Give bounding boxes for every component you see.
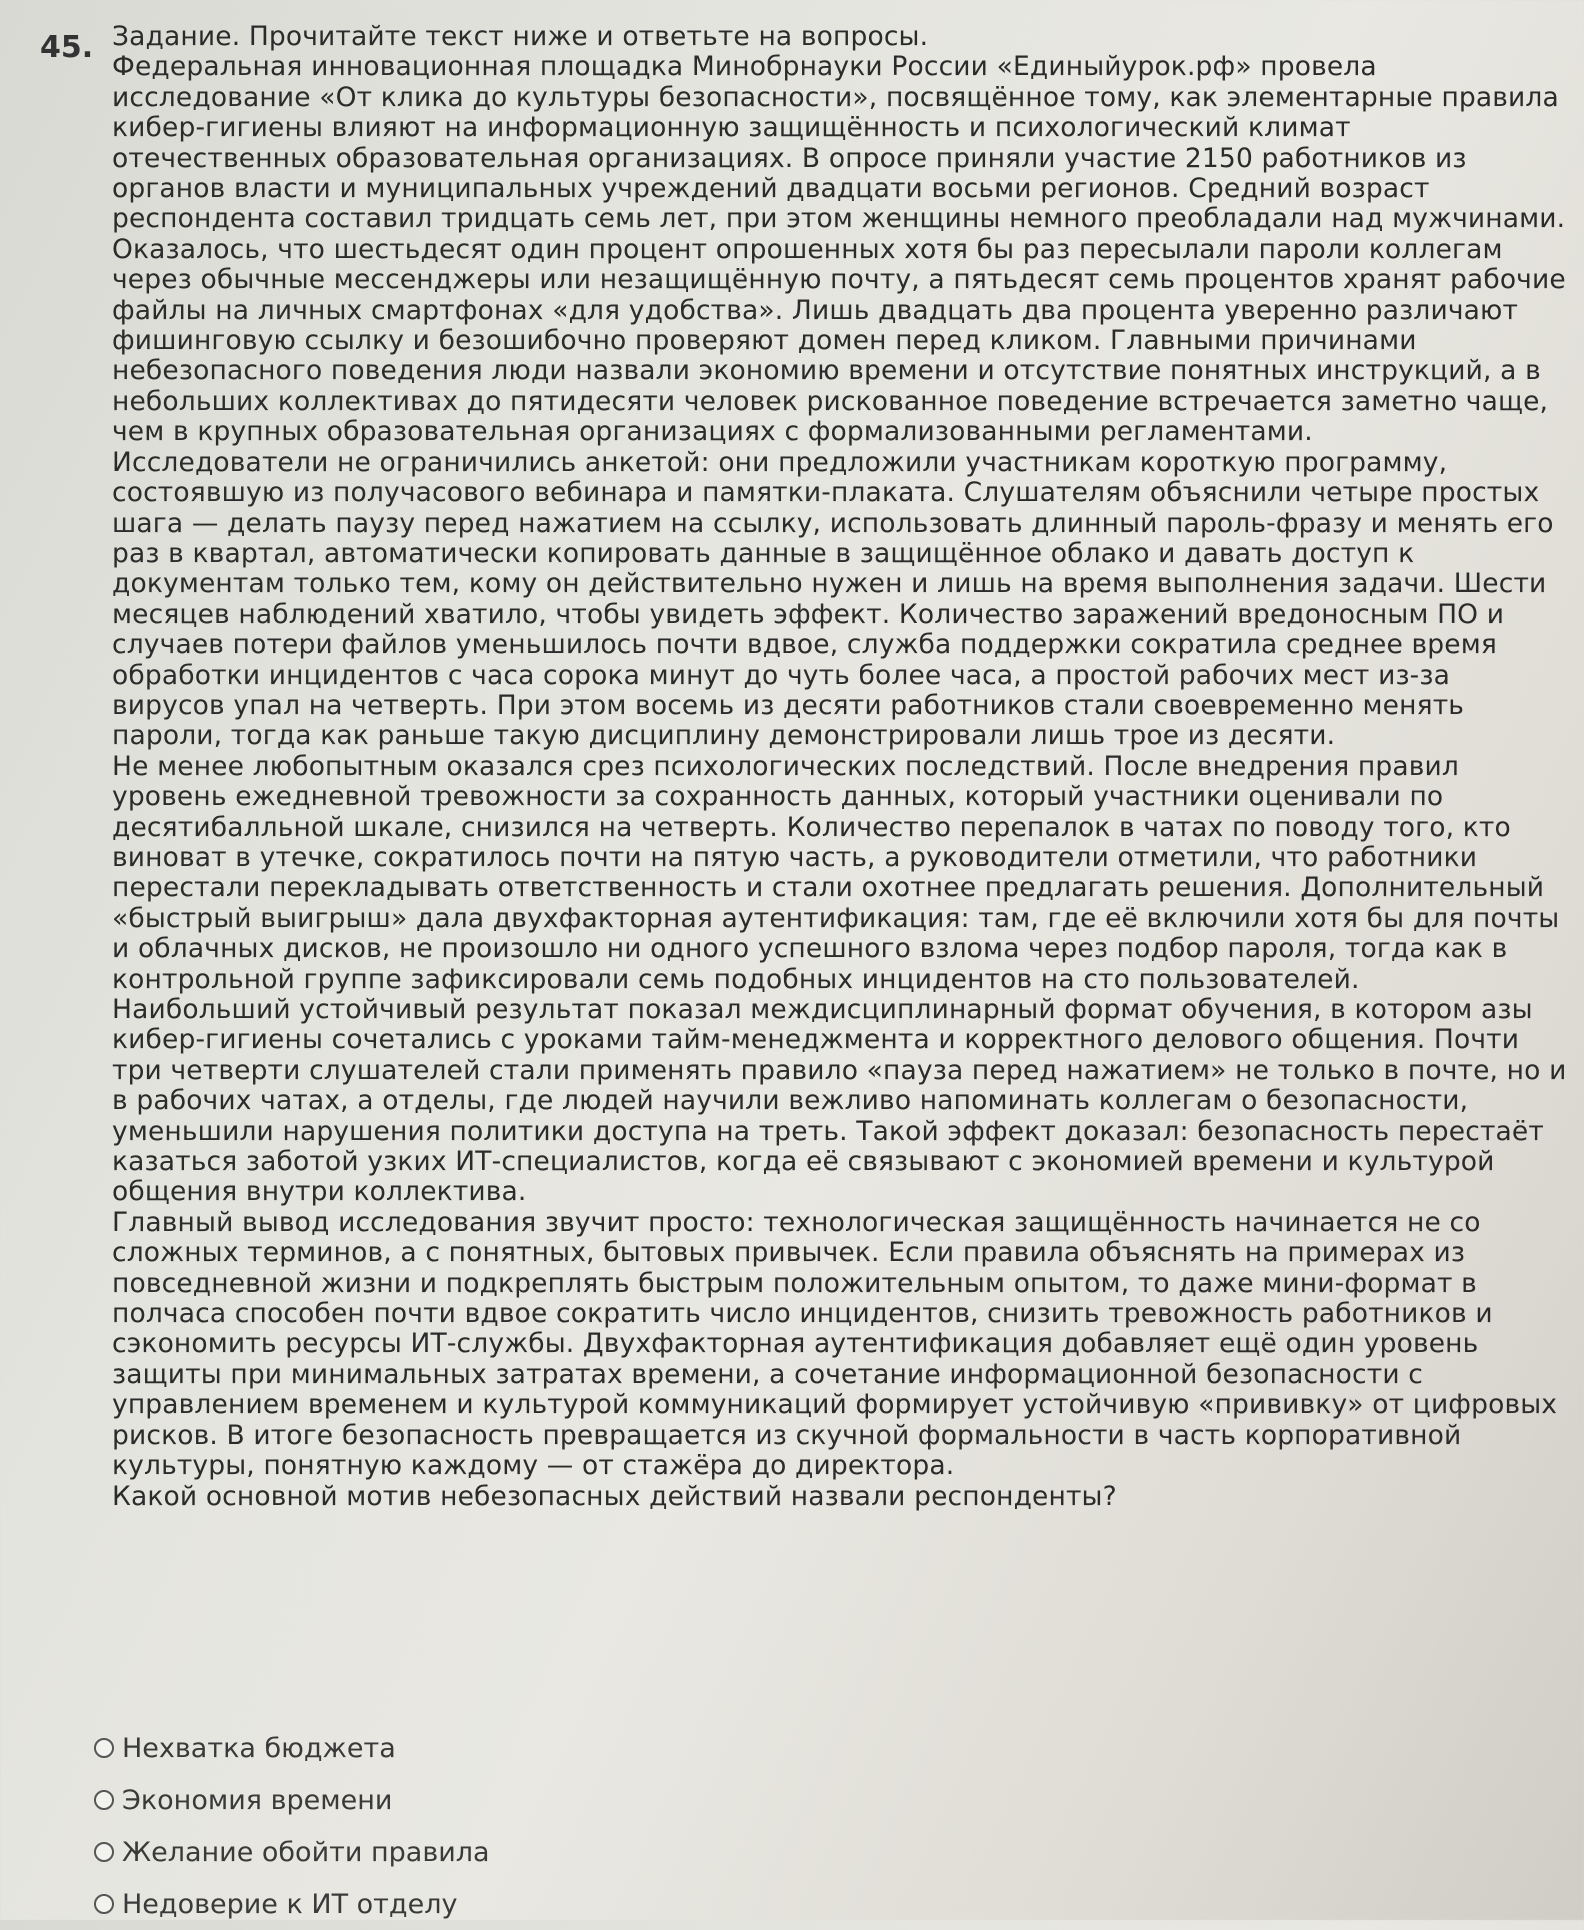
answer-option-label: Нехватка бюджета bbox=[122, 1732, 396, 1764]
radio-circle-icon[interactable] bbox=[94, 1738, 114, 1758]
question-title: Задание. Прочитайте текст ниже и ответьте на вопросы. bbox=[112, 21, 929, 52]
text-paragraph-2: Исследователи не ограничились анкетой: они предложили участникам короткую программу, состоявшую из получасового вебинара и памятки-плаката. Слушателям объяснили четыре простых шага — делать паузу перед нажатием на ссылку, использовать длинный пароль-фразу и менять его раз в квартал, автоматически копировать данные в защищённое облако и давать доступ к документам только тем, кому он действительно нужен и лишь на время выполнения задачи. Шести месяцев наблюдений хватило, чтобы увидеть эффект. Количество заражений вредоносным ПО и случаев потери файлов уменьшилось почти вдвое, служба поддержки сократила среднее время обработки инцидентов с часа сорока минут до чуть более часа, а простой рабочих мест из-за вирусов упал на четверть. При этом восемь из десяти работников стали своевременно менять пароли, тогда как раньше такую дисциплину демонстрировали лишь трое из десяти. bbox=[112, 446, 1554, 752]
answer-option[interactable] bbox=[94, 1878, 490, 1930]
answer-option-label: Экономия времени bbox=[122, 1784, 393, 1816]
text-paragraph-3: Не менее любопытным оказался срез психологических последствий. После внедрения правил уровень ежедневной тревожности за сохранность данных, который участники оценивали по десятибалльной шкале, снизился на четверть. Количество перепалок в чатах по поводу того, кто виноват в утечке, сократилось почти на пятую часть, а руководители отметили, что работники перестали перекладывать ответственность и стали охотнее предлагать решения. Дополнительный «быстрый выигрыш» дала двухфакторная аутентификация: там, где её включили хотя бы для почты и облачных дисков, не произошло ни одного успешного взлома через подбор пароля, тогда как в контрольной группе зафиксировали семь подобных инцидентов на сто пользователей. bbox=[112, 750, 1560, 995]
question-block bbox=[40, 22, 1570, 1512]
answer-option[interactable] bbox=[94, 1722, 490, 1774]
answer-option-label: Желание обойти правила bbox=[122, 1836, 490, 1868]
answer-option[interactable] bbox=[94, 1774, 490, 1826]
answer-options bbox=[94, 1722, 490, 1930]
text-paragraph-4: Наибольший устойчивый результат показал междисциплинарный формат обучения, в котором азы кибер-гигиены сочетались с уроками тайм-менеджмента и корректного делового общения. Почти три четверти слушателей стали применять правило «пауза перед нажатием» не только в почте, но и в рабочих чатах, а отделы, где людей научили вежливо напоминать коллегам о безопасности, уменьшили нарушения политики доступа на треть. Такой эффект доказал: безопасность перестаёт казаться заботой узких ИТ-специалистов, когда её связывают с экономией времени и культурой общения внутри коллектива. bbox=[112, 994, 1567, 1208]
answer-option[interactable] bbox=[94, 1826, 490, 1878]
question-prompt: Какой основной мотив небезопасных действий назвали респонденты? bbox=[112, 1480, 1117, 1512]
question-body bbox=[112, 22, 1570, 1512]
radio-circle-icon[interactable] bbox=[94, 1842, 114, 1862]
text-paragraph-5: Главный вывод исследования звучит просто: технологическая защищённость начинается не со сложных терминов, а с понятных, бытовых привычек. Если правила объяснять на примерах из повседневной жизни и подкреплять быстрым положительным опытом, то даже мини-формат в полчаса способен почти вдвое сократить число инцидентов, снизить тревожность работников и сэкономить ресурсы ИТ-службы. Двухфакторная аутентификация добавляет ещё один уровень защиты при минимальных затратах времени, а сочетание информационной безопасности с управлением временем и культурой коммуникаций формирует устойчивую «прививку» от цифровых рисков. В итоге безопасность превращается из скучной формальности в часть корпоративной культуры, понятную каждому — от стажёра до директора. bbox=[112, 1206, 1558, 1482]
text-paragraph-1: Федеральная инновационная площадка Минобрнауки России «Единыйурок.рф» провела исследование «От клика до культуры безопасности», посвящённое тому, как элементарные правила кибер-гигиены влияют на информационную защищённость и психологический климат отечественных образовательная организациях. В опросе приняли участие 2150 работников из органов власти и муниципальных учреждений двадцати восьми регионов. Средний возраст респондента составил тридцать семь лет, при этом женщины немного преобладали над мужчинами. Оказалось, что шестьдесят один процент опрошенных хотя бы раз пересылали пароли коллегам через обычные мессенджеры или незащищённую почту, а пятьдесят семь процентов хранят рабочие файлы на личных смартфонах «для удобства». Лишь двадцать два процента уверенно различают фишинговую ссылку и безошибочно проверяют домен перед кликом. Главными причинами небезопасного поведения люди назвали экономию времени и отсутствие понятных инструкций, а в небольших коллективах до пятидесяти человек рискованное поведение встречается заметно чаще, чем в крупных образовательная организациях с формализованными регламентами. bbox=[112, 51, 1566, 448]
answer-option-label: Недоверие к ИТ отделу bbox=[122, 1888, 458, 1920]
question-number: 45. bbox=[40, 30, 94, 65]
radio-circle-icon[interactable] bbox=[94, 1790, 114, 1810]
radio-circle-icon[interactable] bbox=[94, 1894, 114, 1914]
